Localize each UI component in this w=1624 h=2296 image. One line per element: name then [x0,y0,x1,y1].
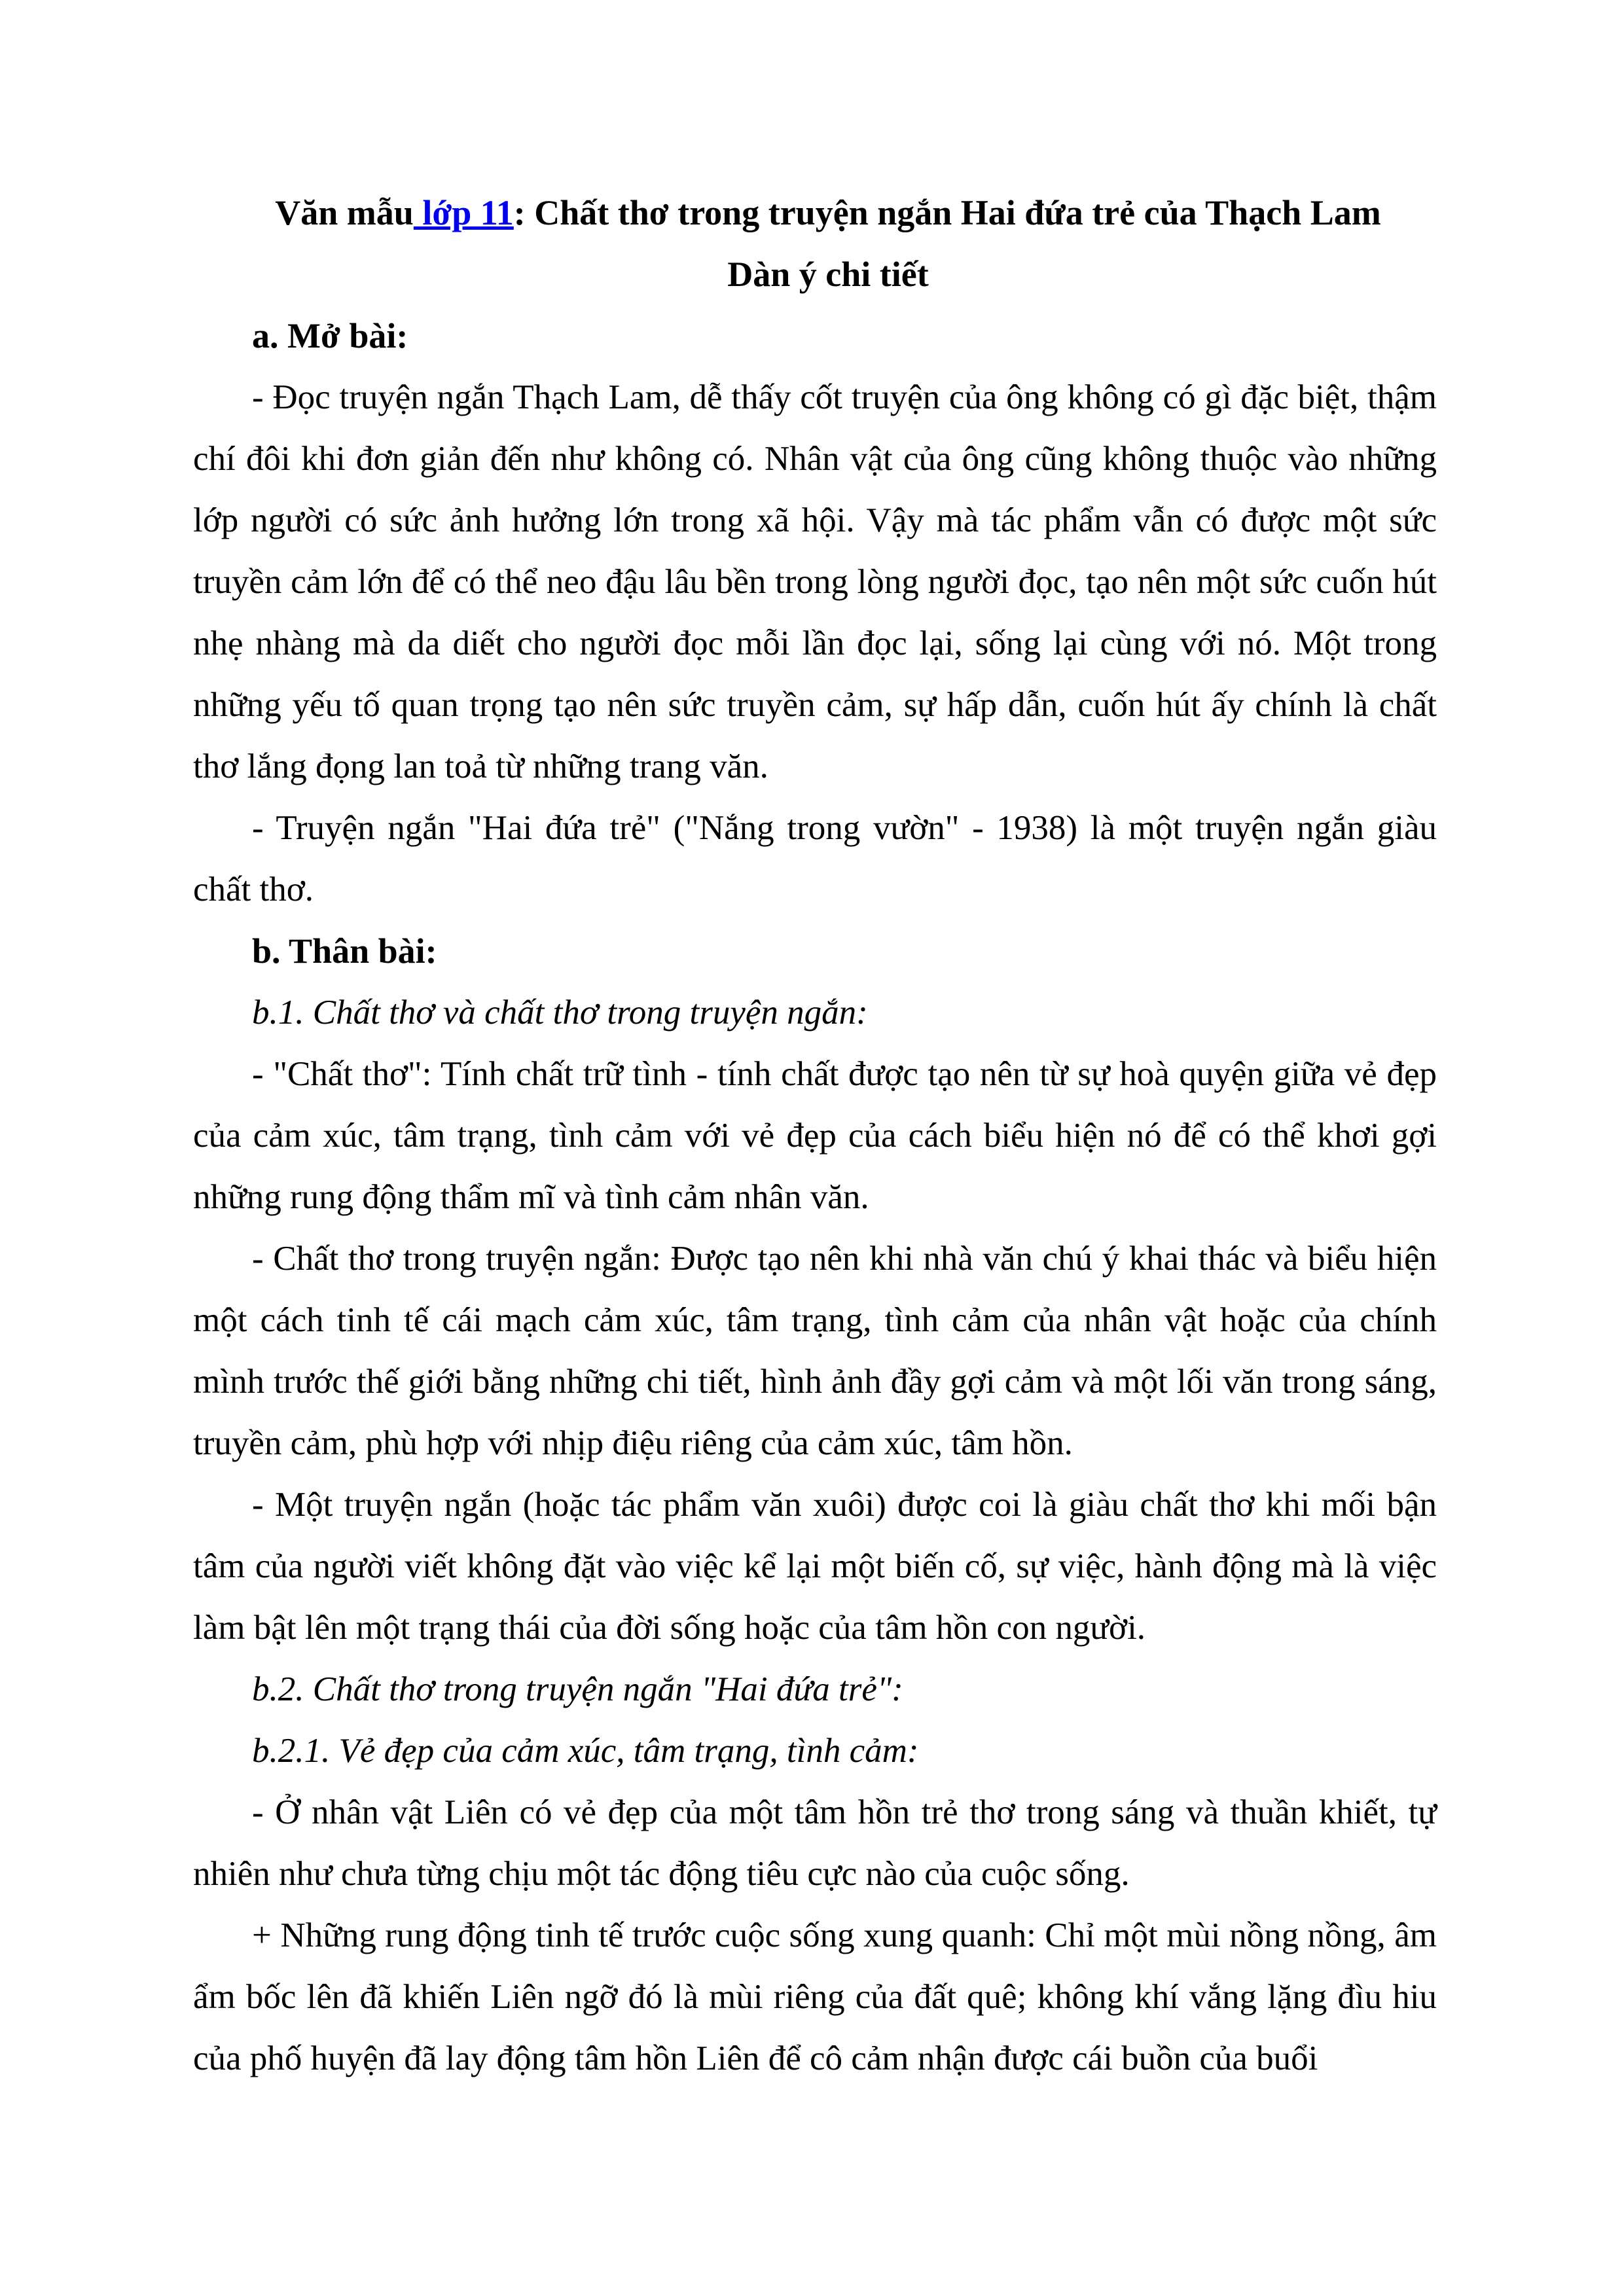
title-prefix: Văn mẫu [275,193,414,232]
paragraph-1: - Đọc truyện ngắn Thạch Lam, dễ thấy cốt truyện của ông không có gì đặc biệt, thậm chí đôi khi đơn giản đến như không có. Nhân vật của ông cũng không thuộc vào những lớp người có sức ảnh hưởng lớn trong xã hội. Vậy mà tác phẩm vẫn có được một sức truyền cảm lớn để có thể neo đậu lâu bền trong lòng người đọc, tạo nên một sức cuốn hút nhẹ nhàng mà da diết cho người đọc mỗi lần đọc lại, sống lại cùng với nó. Một trong những yếu tố quan trọng tạo nên sức truyền cảm, sự hấp dẫn, cuốn hút ấy chính là chất thơ lắng đọng lan toả từ những trang văn. [193,378,1437,785]
document-subtitle: Dàn ý chi tiết [727,255,929,294]
heading-mo-bai: a. Mở bài: [252,316,408,355]
heading-than-bai: b. Thân bài: [252,931,437,971]
paragraph-3: - "Chất thơ": Tính chất trữ tình - tính chất được tạo nên từ sự hoà quyện giữa vẻ đẹp của cảm xúc, tâm trạng, tình cảm với vẻ đẹp của cách biểu hiện nó để có thể khơi gợi những rung động thẩm mĩ và tình cảm nhân văn. [193,1055,1437,1216]
paragraph-6: - Ở nhân vật Liên có vẻ đẹp của một tâm hồn trẻ thơ trong sáng và thuần khiết, tự nhiên như chưa từng chịu một tác động tiêu cực nào của cuộc sống. [193,1793,1437,1893]
subheading-b21: b.2.1. Vẻ đẹp của cảm xúc, tâm trạng, tình cảm: [252,1732,919,1770]
paragraph-4: - Chất thơ trong truyện ngắn: Được tạo nên khi nhà văn chú ý khai thác và biểu hiện một cách tinh tế cái mạch cảm xúc, tâm trạng, tình cảm của nhân vật hoặc của chính mình trước thế giới bằng những chi tiết, hình ảnh đầy gợi cảm và một lối văn trong sáng, truyền cảm, phù hợp với nhịp điệu riêng của cảm xúc, tâm hồn. [193,1240,1437,1462]
title-link-lop-11[interactable]: lớp 11 [413,193,514,232]
title-suffix: : Chất thơ trong truyện ngắn Hai đứa trẻ của Thạch Lam [513,193,1381,232]
document-title [193,182,1437,243]
paragraph-7: + Những rung động tinh tế trước cuộc sống xung quanh: Chỉ một mùi nồng nồng, âm ẩm bốc lên đã khiến Liên ngỡ đó là mùi riêng của đất quê; không khí vắng lặng đìu hiu của phố huyện đã lay động tâm hồn Liên để cô cảm nhận được cái buồn của buổi [193,1916,1437,2077]
paragraph-2: - Truyện ngắn "Hai đứa trẻ" ("Nắng trong vườn" - 1938) là một truyện ngắn giàu chất thơ. [193,809,1437,908]
subheading-b2: b.2. Chất thơ trong truyện ngắn "Hai đứa trẻ": [252,1670,903,1708]
subheading-b1: b.1. Chất thơ và chất thơ trong truyện ngắn: [252,994,868,1031]
paragraph-5: - Một truyện ngắn (hoặc tác phẩm văn xuôi) được coi là giàu chất thơ khi mối bận tâm của người viết không đặt vào việc kể lại một biến cố, sự việc, hành động mà là việc làm bật lên một trạng thái của đời sống hoặc của tâm hồn con người. [193,1486,1437,1647]
document-body [193,182,1437,2089]
